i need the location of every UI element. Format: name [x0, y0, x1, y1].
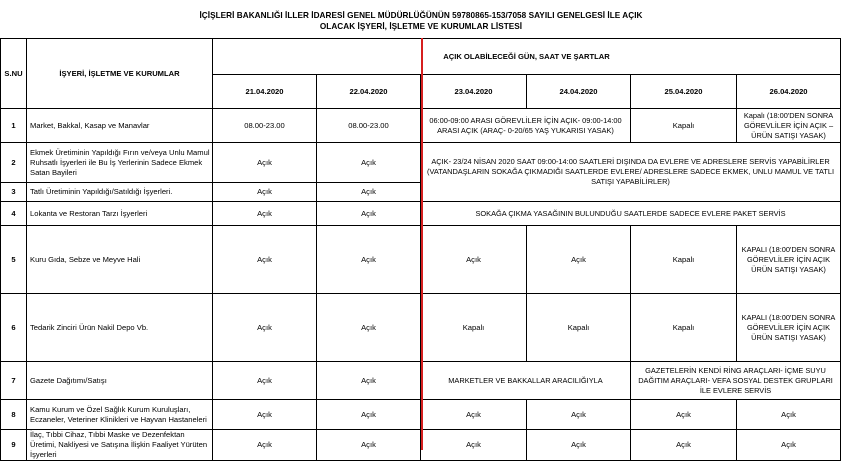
- cell-23-24-04: 06:00-09:00 ARASI GÖREVLİLER İÇİN AÇIK- 09:00-14:00 ARASI AÇIK (ARAÇ- 0-20/65 YAŞ YUKARISI YASAK): [421, 109, 631, 143]
- title-line-2: OLACAK İŞYERİ, İŞLETME VE KURUMLAR LİSTESİ: [319, 22, 523, 31]
- cell-22-04: Açık: [317, 400, 421, 430]
- cell-26-04: Açık: [737, 430, 841, 461]
- cell-25-26-04: GAZETELERİN KENDİ RİNG ARAÇLARI- İÇME SUYU DAĞITIM ARAÇLARI- VEFA SOSYAL DESTEK GRUPLARI İLE EVLERE SERVİS: [631, 362, 841, 400]
- cell-21-04: Açık: [213, 143, 317, 183]
- cell-26-04: Kapalı (18:00'DEN SONRA GÖREVLİLER İÇİN AÇIK – ÜRÜN SATIŞI YASAK): [737, 109, 841, 143]
- cell-22-04: Açık: [317, 183, 421, 202]
- cell-22-04: Açık: [317, 362, 421, 400]
- cell-21-04: Açık: [213, 362, 317, 400]
- row-number: 8: [1, 400, 27, 430]
- cell-21-04: Açık: [213, 226, 317, 294]
- cell-26-04: KAPALI (18:00'DEN SONRA GÖREVLİLER İÇİN AÇIK ÜRÜN SATIŞI YASAK): [737, 226, 841, 294]
- business-name: Lokanta ve Restoran Tarzı İşyerleri: [27, 202, 213, 226]
- cell-25-04: Kapalı: [631, 226, 737, 294]
- cell-21-04: Açık: [213, 294, 317, 362]
- row-number: 1: [1, 109, 27, 143]
- business-name: Gazete Dağıtımı/Satışı: [27, 362, 213, 400]
- business-name: Ekmek Üretiminin Yapıldığı Fırın ve/veya Unlu Mamul Ruhsatlı İşyerleri ile Bu İş Yerlerinin Sadece Ekmek Satan Bayileri: [27, 143, 213, 183]
- header-date: 25.04.2020: [631, 75, 737, 109]
- header-date: 21.04.2020: [213, 75, 317, 109]
- cell-bakery-conditions: AÇIK- 23/24 NİSAN 2020 SAAT 09:00-14:00 SAATLERİ DIŞINDA DA EVLERE VE ADRESLERE SERVİS YAPABİLİRLER (VATANDAŞLARIN SOKAĞA ÇIKMADIĞI SAATLERDE EVLERE/ ADRESLERE SADECE EKMEK, UNLU MAMUL VE TATLI SATIŞI YAPABİLİRLER): [421, 143, 841, 202]
- cell-22-04: 08.00-23.00: [317, 109, 421, 143]
- cell-22-04: Açık: [317, 202, 421, 226]
- cell-22-04: Açık: [317, 430, 421, 461]
- business-name: İlaç, Tıbbi Cihaz, Tıbbi Maske ve Dezenfektan Üretimi, Nakliyesi ve Satışına İlişkin Faaliyet Yürüten İşyerleri: [27, 430, 213, 461]
- cell-22-04: Açık: [317, 294, 421, 362]
- business-name: Kamu Kurum ve Özel Sağlık Kurum Kuruluşları, Eczaneler, Veteriner Klinikleri ve Hayvan Hastaneleri: [27, 400, 213, 430]
- cell-21-04: Açık: [213, 183, 317, 202]
- cell-21-04: Açık: [213, 202, 317, 226]
- header-sn: S.NU: [1, 39, 27, 109]
- cell-22-04: Açık: [317, 143, 421, 183]
- cell-24-04: Kapalı: [527, 294, 631, 362]
- header-date: 22.04.2020: [317, 75, 421, 109]
- cell-23-04: Açık: [421, 400, 527, 430]
- cell-24-04: Açık: [527, 226, 631, 294]
- row-number: 3: [1, 183, 27, 202]
- cell-23-04: Açık: [421, 226, 527, 294]
- row-number: 5: [1, 226, 27, 294]
- row-number: 6: [1, 294, 27, 362]
- cell-23-04: Kapalı: [421, 294, 527, 362]
- cell-24-04: Açık: [527, 430, 631, 461]
- cell-21-04: Açık: [213, 430, 317, 461]
- cell-25-04: Kapalı: [631, 109, 737, 143]
- business-name: Tedarik Zinciri Ürün Nakil Depo Vb.: [27, 294, 213, 362]
- cell-23-24-04: MARKETLER VE BAKKALLAR ARACILIĞIYLA: [421, 362, 631, 400]
- document-title: [0, 10, 842, 32]
- header-conditions: AÇIK OLABİLECEĞİ GÜN, SAAT VE ŞARTLAR: [213, 39, 841, 75]
- cell-21-04: Açık: [213, 400, 317, 430]
- cell-restaurant-conditions: SOKAĞA ÇIKMA YASAĞININ BULUNDUĞU SAATLERDE SADECE EVLERE PAKET SERVİS: [421, 202, 841, 226]
- business-name: Kuru Gıda, Sebze ve Meyve Hali: [27, 226, 213, 294]
- title-line-1: İÇİŞLERİ BAKANLIĞI İLLER İDARESİ GENEL MÜDÜRLÜĞÜNÜN 59780865-153/7058 SAYILI GENELGESİ İLE AÇIK: [199, 11, 643, 20]
- business-name: Tatlı Üretiminin Yapıldığı/Satıldığı İşyerleri.: [27, 183, 213, 202]
- cell-25-04: Açık: [631, 400, 737, 430]
- cell-22-04: Açık: [317, 226, 421, 294]
- cell-23-04: Açık: [421, 430, 527, 461]
- row-number: 7: [1, 362, 27, 400]
- cell-24-04: Açık: [527, 400, 631, 430]
- row-number: 2: [1, 143, 27, 183]
- cell-26-04: Açık: [737, 400, 841, 430]
- header-date: 23.04.2020: [421, 75, 527, 109]
- row-number: 4: [1, 202, 27, 226]
- red-divider-line: [421, 38, 423, 450]
- cell-25-04: Açık: [631, 430, 737, 461]
- header-date: 26.04.2020: [737, 75, 841, 109]
- cell-25-04: Kapalı: [631, 294, 737, 362]
- header-business: İŞYERİ, İŞLETME VE KURUMLAR: [27, 39, 213, 109]
- cell-26-04: KAPALI (18:00'DEN SONRA GÖREVLİLER İÇİN AÇIK ÜRÜN SATIŞI YASAK): [737, 294, 841, 362]
- row-number: 9: [1, 430, 27, 461]
- business-name: Market, Bakkal, Kasap ve Manavlar: [27, 109, 213, 143]
- cell-21-04: 08.00-23.00: [213, 109, 317, 143]
- header-date: 24.04.2020: [527, 75, 631, 109]
